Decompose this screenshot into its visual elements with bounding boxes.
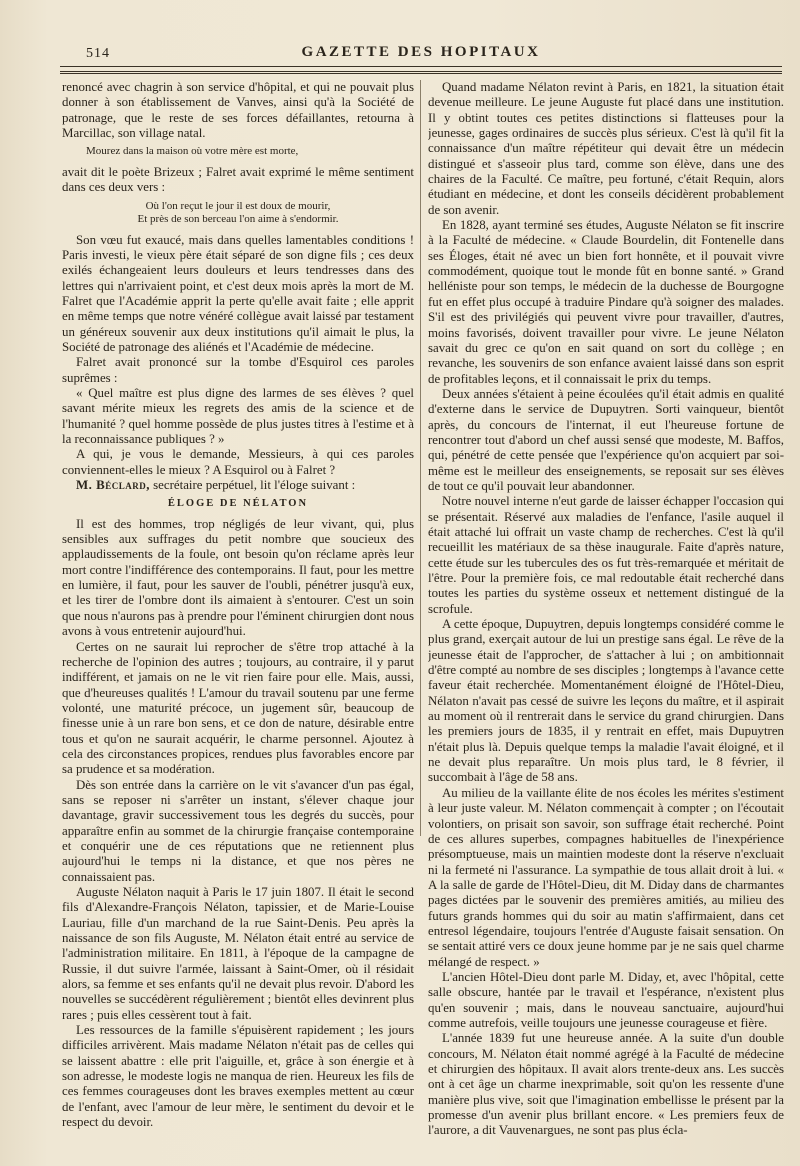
paragraph: L'ancien Hôtel-Dieu dont parle M. Diday, et, avec l'hôpital, cette salle obscure, hantée par le travail et l'espérance, n'existent plus qu'en souvenir ; mais, dans le nouveau sanctuaire, aujourd'hui comme autrefois, veille toujours une jeunesse courageuse et fière. xyxy=(428,969,784,1030)
speaker-line xyxy=(62,478,414,493)
paragraph: Deux années s'étaient à peine écoulées qu'il était admis en qualité d'externe dans le service de Dupuytren. Sorti vainqueur, bientôt après, du concours de l'internat, il eut l'heureuse fortune de rencontrer tout d'abord un chef aussi sensé que modeste, M. Baffos, qui, pénétré de cette pensée que l'expérience qu'on acquiert par soi-même est le meilleur des enseignements, se reposait sur ses élèves de tout ce qu'il pouvait leur abandonner. xyxy=(428,386,784,493)
left-column xyxy=(62,80,414,1152)
paragraph: Falret avait prononcé sur la tombe d'Esquirol ces paroles suprêmes : xyxy=(62,355,414,385)
paragraph: Les ressources de la famille s'épuisèrent rapidement ; les jours difficiles arrivèrent. Mais madame Nélaton n'était pas de celles qui se laissent abattre : elle prit l'aiguille, et, grâce à son énergie et à son adresse, le modeste logis ne manqua de rien. Heureux les fils de ces femmes courageuses dont les braves exemples mettent au cœur de l'enfant, avec l'amour de leur mère, le sentiment du devoir et le respect du devoir. xyxy=(62,1023,414,1130)
paragraph: A qui, je vous le demande, Messieurs, à qui ces paroles conviennent-elles le mieux ? A Esquirol ou à Falret ? xyxy=(62,447,414,477)
paragraph: En 1828, ayant terminé ses études, Auguste Nélaton se fit inscrire à la Faculté de médecine. « Claude Bourdelin, dit Fontenelle dans ses Éloges, était né avec un bien fort honnête, et il pouvait vivre commodément, quoique tout le monde fût en bonne santé. » Grand helléniste pour son temps, le médecin de la duchesse de Bourgogne fut en effet plus occupé à traduire Pindare qu'à soigner des malades. S'il est des privilégiés qui peuvent vivre pour travailler, d'autres, moins favorisés, doivent travailler pour vivre. Le jeune Nélaton savait du grec ce qu'on en sait quand on sort du collège ; en revanche, les souvenirs de son enfance avaient laissé dans son esprit de profitables leçons, et il connaissait le prix du temps. xyxy=(428,218,784,386)
header-double-rule xyxy=(60,71,782,74)
paragraph: L'année 1839 fut une heureuse année. A la suite d'un double concours, M. Nélaton était nommé agrégé à la Faculté de médecine et chirurgien des hôpitaux. Il avait alors trente-deux ans. Les succès ont à cet âge un charme inexprimable, soit qu'on les ressente d'une manière plus vive, soit que l'imagination embellisse le présent par la promesse d'un avenir plus brillant encore. « Les premiers feux de l'aurore, a dit Vauvenargues, ne sont pas plus écla- xyxy=(428,1031,784,1138)
verse-quote: Mourez dans la maison où votre mère est morte, xyxy=(86,145,299,158)
paragraph: Dès son entrée dans la carrière on le vit s'avancer d'un pas égal, sans se reposer ni s'arrêter un instant, s'élever chaque jour davantage, gravir successivement tous les degrés du succès, pour apparaître enfin au sommet de la chirurgie française contemporaine et conquérir une de ces réputations que ne retiennent plus aujourd'hui le temps ni la distance, et que nos pères ne connaissaient pas. xyxy=(62,777,414,884)
section-title: ÉLOGE DE NÉLATON xyxy=(167,498,309,510)
verse-line: Et près de son berceau l'on aime à s'endormir. xyxy=(137,213,339,226)
speaker-text: secrétaire perpétuel, lit l'éloge suivant : xyxy=(149,478,356,493)
speaker-name: M. Béclard, xyxy=(76,478,150,493)
page-number: 514 xyxy=(86,46,110,61)
paragraph: avait dit le poète Brizeux ; Falret avait exprimé le même sentiment dans ces deux vers : xyxy=(62,164,414,195)
paragraph: Quand madame Nélaton revint à Paris, en 1821, la situation était devenue meilleure. Le jeune Auguste fut placé dans une institution. Il y obtint toutes ces petites distinctions si flatteuses pour la jeunesse, gages ordinaires de succès plus sérieux. C'est là qu'il fit la connaissance d'un maître répétiteur qui devait être un médecin distingué et s'asseoir plus tard, comme son élève, dans une des chaires de la Faculté. Ce maître, peu fortuné, c'était Requin, alors étudiant en médecine, et dont les conseils décidèrent probablement de son avenir. xyxy=(428,80,784,217)
paragraph: Certes on ne saurait lui reprocher de s'être trop attaché à la recherche de l'opinion des autres ; toujours, au contraire, il y parut indifférent, et jamais on ne le vit rien faire pour elle. Mais, aussi, que d'heureuses qualités ! L'amour du travail soutenu par une ferme volonté, une maturité précoce, un jugement sûr, beaucoup de finesse unie à un rare bon sens, et ce don de nature, désirable entre tous et qu'on ne saurait acquérir, le charme personnel. Ajoutez à cela des circonstances propices, rendues plus favorables encore par sa prudence et sa modération. xyxy=(62,639,414,777)
paragraph: Son vœu fut exaucé, mais dans quelles lamentables conditions ! Paris investi, le vieux père était séparé de son digne fils ; ces deux exilés échangeaient leurs douleurs et leurs tendresses dans des lettres qui n'arrivaient point, et c'est deux mois après la mort de M. Falret que l'Académie apprit la perte qu'elle avait faite ; elle apprit en même temps que notre vénéré collègue avait laissé par testament un généreux souvenir aux deux institutions qu'il aimait le plus, la Société de patronage des aliénés et l'Académie de médecine. xyxy=(62,232,414,354)
paragraph: Notre nouvel interne n'eut garde de laisser échapper l'occasion qui se présentait. Réservé aux maladies de l'enfance, l'asile auquel il était attaché lui offrait un vaste champ de recherches. C'est là qu'il recueillit les matériaux de sa thèse inaugurale. Faite d'après nature, cette étude sur les tubercules des os fut très-remarquée et méritait de l'être. Pour la première fois, ce mal redoutable était recherché dans toutes les parties du système osseux et nettement distingué de la scrofule. xyxy=(428,494,784,616)
verse-line: Où l'on reçut le jour il est doux de mourir, xyxy=(145,199,331,212)
paragraph: Auguste Nélaton naquit à Paris le 17 juin 1807. Il était le second fils d'Alexandre-François Nélaton, tapissier, et de Marie-Louise Lauriau, fille d'un marchand de la rue Saint-Denis. Peu après la naissance de son fils Auguste, M. Nélaton était entré au service de l'administration militaire. En 1811, à l'époque de la campagne de Russie, il dut suivre l'armée, laissant à Saint-Omer, où il résidait alors, sa femme et ses enfants qu'il ne devait plus revoir. D'abord les nouvelles se succédèrent régulièrement ; bientôt elles devinrent plus rares ; puis elles cessèrent tout à fait. xyxy=(62,885,414,1022)
paragraph: « Quel maître est plus digne des larmes de ses élèves ? quel savant mérite mieux les regrets des amis de la science et de l'humanité ? quel homme possède de plus justes titres à l'estime et à la reconnaissance publiques ? » xyxy=(62,386,414,447)
paragraph: Au milieu de la vaillante élite de nos écoles les mérites s'estiment à leur juste valeur. M. Nélaton commençait à compter ; on l'écoutait volontiers, on prisait son savoir, son suffrage était recherché. Point de ces allures superbes, compagnes habituelles de l'inexpérience présomptueuse, mais un maintien modeste dont la réserve n'excluait ni la fermeté ni l'assurance. La sympathie de tous allait droit à lui. « A la salle de garde de l'Hôtel-Dieu, dit M. Diday dans de charmantes pages dictées par le souvenir des premières amitiés, au milieu des futurs grands hommes qui du soir au matin s'affirmaient, dans cet entresol légendaire, toujours l'entrée d'Auguste faisait sensation. On se sentait attiré vers ce doux jeune homme par je ne sais quel charme mélangé de respect. » xyxy=(428,785,784,969)
column-separator xyxy=(420,80,421,836)
paragraph: renoncé avec chagrin à son service d'hôpital, et qui ne pouvait plus donner à son établissement de Vanves, ainsi qu'à la Société de patronage, que le reste de ses forces défaillantes, retourna à Marcillac, son village natal. xyxy=(62,80,414,141)
paragraph: A cette époque, Dupuytren, depuis longtemps considéré comme le plus grand, exerçait autour de lui un prestige sans égal. Le rêve de la jeunesse était de l'approcher, de s'attacher à lui ; on ambitionnait d'être compté au nombre de ses disciples ; longtemps à l'avance cette faveur était recherchée. Momentanément éloigné de l'Hôtel-Dieu, Nélaton n'avait pas cessé de suivre les leçons du maître, et il aspirait au moment où il rentrerait dans le service du grand chirurgien. Dans les premiers jours de 1835, il y rentrait en effet, mais Dupuytren n'était plus là. Depuis quelque temps la maladie l'avait éloigné, et il ne devait plus reparaître. Un mois plus tard, le 8 février, il succombait à l'âge de 58 ans. xyxy=(428,617,784,785)
right-column xyxy=(428,80,784,1152)
journal-title: GAZETTE DES HOPITAUX xyxy=(301,44,541,60)
page-header xyxy=(60,40,782,67)
paragraph: Il est des hommes, trop négligés de leur vivant, qui, plus sensibles aux suffrages du petit nombre que soucieux des applaudissements de la foule, ont besoin qu'on réclame après leur mort contre l'indifférence des contemporains. Il faut, pour les mettre en lumière, il faut, pour les sauver de l'oubli, pénétrer jusqu'à eux, et les tirer de l'ombre dont ils aimaient à s'entourer. C'est un soin que nous n'aurons pas à prendre pour l'éminent chirurgien dont nous avons à vous entretenir aujourd'hui. xyxy=(62,516,414,639)
verse-quote xyxy=(62,200,414,227)
